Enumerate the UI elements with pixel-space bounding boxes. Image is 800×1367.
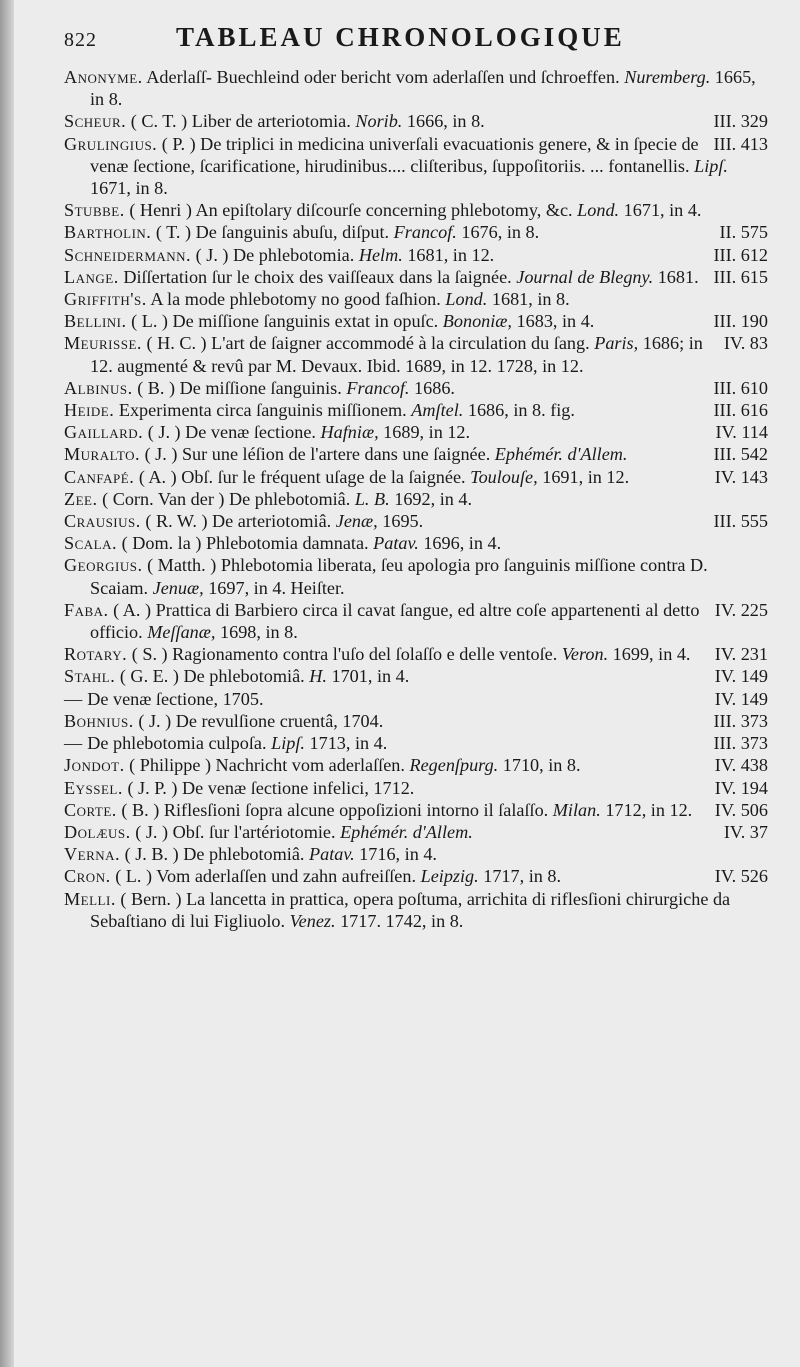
entry-title: ( Matth. ) Phlebotomia liberata, ſeu apologia pro ſanguinis miſſione contra D. Scaiam.	[90, 555, 708, 598]
entry-place: Toulouſe,	[470, 466, 538, 487]
volume-reference: III. 329	[713, 111, 768, 132]
entry-imprint: 1681.	[657, 266, 699, 287]
entry-author: Cron.	[64, 866, 111, 887]
entry-place: Amſtel.	[411, 400, 464, 421]
entry-imprint: 1710, in 8.	[502, 755, 581, 776]
volume-reference: III. 373	[713, 733, 768, 754]
entry-imprint: 1692, in 4.	[394, 488, 473, 509]
entry-title: ( S. ) Ragionamento contra l'uſo del ſolaſſo e delle ventoſe.	[131, 644, 558, 665]
volume-reference: IV. 83	[723, 333, 768, 354]
bibliography-entry	[64, 133, 768, 200]
entry-author: Grulingius.	[64, 133, 158, 154]
bibliography-list	[64, 66, 768, 932]
entry-imprint: 1671, in 4.	[623, 200, 702, 221]
bibliography-entry	[64, 443, 768, 465]
entry-title: ( G. E. ) De phlebotomiâ.	[119, 666, 305, 687]
bibliography-entry	[64, 377, 768, 399]
entry-imprint: 1686.	[414, 377, 455, 398]
bibliography-entry	[64, 643, 768, 665]
entry-author: Faba.	[64, 599, 109, 620]
bibliography-entry	[64, 777, 768, 799]
entry-author: Stahl.	[64, 666, 116, 687]
entry-imprint: 1701, in 4.	[331, 666, 410, 687]
entry-imprint: 1713, in 4.	[309, 733, 388, 754]
bibliography-entry	[64, 66, 768, 110]
entry-imprint: 1717, in 8.	[483, 866, 562, 887]
volume-reference: III. 610	[713, 377, 768, 398]
entry-title: Diſſertation ſur le choix des vaiſſeaux dans la ſaignée.	[123, 266, 512, 287]
entry-imprint: 1696, in 4.	[423, 533, 502, 554]
entry-place: L. B.	[354, 488, 390, 509]
entry-title: De phlebotomia culpoſa.	[87, 733, 267, 754]
entry-place: Lipſ.	[271, 733, 305, 754]
volume-reference: IV. 231	[714, 644, 768, 665]
bibliography-entry	[64, 888, 768, 932]
volume-reference: IV. 149	[714, 666, 768, 687]
entry-title: ( B. ) De miſſione ſanguinis.	[137, 377, 342, 398]
entry-author: Stubbe.	[64, 200, 125, 221]
entry-author: Crausius.	[64, 511, 141, 532]
entry-imprint: 1698, in 8.	[220, 622, 298, 643]
entry-place: Regenſpurg.	[409, 755, 499, 776]
entry-author: Dolæus.	[64, 821, 131, 842]
entry-title: ( J. P. ) De venæ ſectione infelici, 1712.	[127, 777, 415, 798]
volume-reference: IV. 526	[714, 866, 768, 887]
bibliography-entry	[64, 821, 768, 843]
entry-place: Bononiæ,	[442, 311, 512, 332]
entry-title: ( P. ) De triplici in medicina univerſali evacuationis genere, & in ſpecie de venæ ſectione, ſcarificatione, hirudinibus.... cliſteribus, ſuppoſitoriis. ... fontanellis.	[90, 133, 699, 176]
entry-place: Ephémér. d'Allem.	[340, 821, 473, 842]
entry-place: Lond.	[577, 200, 620, 221]
volume-reference: III. 542	[713, 444, 768, 465]
bibliography-entry	[64, 799, 768, 821]
entry-imprint: 1671, in 8.	[90, 178, 168, 199]
volume-reference: III. 555	[713, 511, 768, 532]
entry-place: Journal de Blegny.	[516, 266, 654, 287]
entry-imprint: 1691, in 12.	[542, 466, 630, 487]
volume-reference: IV. 37	[723, 821, 768, 842]
entry-imprint: 1665, in 8.	[90, 67, 756, 110]
entry-title: ( J. ) De phlebotomia.	[195, 244, 355, 265]
entry-place: Milan.	[552, 799, 601, 820]
entry-title: ( J. ) Sur une léſion de l'artere dans une ſaignée.	[144, 444, 491, 465]
entry-author: Scala.	[64, 533, 118, 554]
entry-title: ( R. W. ) De arteriotomiâ.	[145, 511, 332, 532]
bibliography-entry	[64, 332, 768, 376]
bibliography-entry	[64, 310, 768, 332]
volume-reference: III. 373	[713, 710, 768, 731]
entry-place: Norib.	[355, 111, 403, 132]
bibliography-entry	[64, 466, 768, 488]
volume-reference: IV. 506	[714, 799, 768, 820]
bibliography-entry	[64, 266, 768, 288]
entry-author: Lange.	[64, 266, 119, 287]
entry-imprint: 1676, in 8.	[461, 222, 540, 243]
entry-author: Bartholin.	[64, 222, 152, 243]
entry-author: Canfapé.	[64, 466, 135, 487]
entry-title: ( B. ) Riflesſioni ſopra alcune oppoſizioni intorno il ſalaſſo.	[121, 799, 549, 820]
volume-reference: IV. 149	[714, 688, 768, 709]
entry-title: ( C. T. ) Liber de arteriotomia.	[130, 111, 351, 132]
entry-place: Ephémér. d'Allem.	[494, 444, 628, 465]
bibliography-entry	[64, 399, 768, 421]
bibliography-entry	[64, 532, 768, 554]
entry-imprint: 1716, in 4.	[359, 844, 437, 865]
entry-author: —	[64, 688, 83, 709]
bibliography-entry	[64, 288, 768, 310]
entry-title: ( L. ) Vom aderlaſſen und zahn aufreiſſen.	[115, 866, 417, 887]
bibliography-entry	[64, 732, 768, 754]
entry-title: ( Henri ) An epiſtolary diſcourſe concerning phlebotomy, &c.	[129, 200, 573, 221]
entry-author: Corte.	[64, 799, 117, 820]
entry-title: ( H. C. ) L'art de ſaigner accommodé à la circulation du ſang.	[146, 333, 590, 354]
entry-place: Meſſanæ,	[147, 622, 216, 643]
entry-author: Georgius.	[64, 555, 143, 576]
entry-title: ( J. B. ) De phlebotomiâ.	[124, 844, 305, 865]
volume-reference: II. 575	[719, 222, 768, 243]
entry-author: Verna.	[64, 844, 121, 865]
bibliography-entry	[64, 421, 768, 443]
running-title: TABLEAU CHRONOLOGIQUE	[176, 22, 625, 52]
entry-author: Bellini.	[64, 311, 127, 332]
entry-title: Experimenta circa ſanguinis miſſionem.	[118, 400, 407, 421]
entry-author: Albinus.	[64, 377, 133, 398]
entry-author: Rotary.	[64, 644, 128, 665]
entry-place: Veron.	[561, 644, 609, 665]
entry-place: Jenuæ,	[152, 577, 204, 598]
entry-author: Schneidermann.	[64, 244, 192, 265]
volume-reference: III. 616	[713, 400, 768, 421]
entry-place: H.	[309, 666, 327, 687]
entry-title: ( J. ) De revulſione cruentâ, 1704.	[138, 710, 384, 731]
entry-imprint: 1683, in 4.	[516, 311, 595, 332]
volume-reference: III. 413	[713, 133, 768, 154]
volume-reference: IV. 194	[714, 777, 768, 798]
entry-imprint: 1666, in 8.	[406, 111, 485, 132]
entry-author: Melli.	[64, 888, 116, 909]
entry-imprint: 1712, in 12.	[605, 799, 693, 820]
entry-title: ( Philippe ) Nachricht vom aderlaſſen.	[129, 755, 405, 776]
entry-place: Francof.	[346, 377, 410, 398]
entry-title: ( A. ) Obſ. ſur le fréquent uſage de la ſaignée.	[138, 466, 466, 487]
bibliography-entry	[64, 199, 768, 221]
bibliography-entry	[64, 554, 768, 598]
entry-author: Muralto.	[64, 444, 141, 465]
entry-title: A la mode phlebotomy no good faſhion.	[150, 289, 441, 310]
entry-place: Venez.	[289, 910, 336, 931]
entry-title: ( J. ) Obſ. ſur l'artériotomie.	[135, 821, 336, 842]
entry-author: Jondot.	[64, 755, 125, 776]
bibliography-entry	[64, 843, 768, 865]
entry-author: Heide.	[64, 400, 115, 421]
entry-title: ( Bern. ) La lancetta in prattica, opera poſtuma, arrichita di riflesſioni chirurgiche da Sebaſtiano di lui Figliuolo.	[90, 888, 731, 931]
entry-author: Griffith's.	[64, 289, 147, 310]
bibliography-entry	[64, 510, 768, 532]
entry-author: Zee.	[64, 488, 98, 509]
entry-title: Aderlaſſ- Buechleind oder bericht vom aderlaſſen und ſchroeffen.	[146, 67, 620, 87]
bibliography-entry	[64, 221, 768, 243]
entry-place: Lond.	[445, 289, 488, 310]
bibliography-entry	[64, 488, 768, 510]
bibliography-entry	[64, 665, 768, 687]
entry-imprint: 1681, in 12.	[407, 244, 495, 265]
entry-place: Patav.	[309, 844, 355, 865]
entry-imprint: 1699, in 4.	[612, 644, 691, 665]
entry-imprint: 1695.	[382, 511, 424, 532]
volume-reference: III. 615	[713, 266, 768, 287]
volume-reference: III. 612	[713, 244, 768, 265]
entry-place: Nuremberg.	[624, 67, 711, 87]
entry-imprint: 1686; in 12. augmenté & revû par M. Devaux. Ibid. 1689, in 12. 1728, in 12.	[90, 333, 703, 376]
entry-title: ( L. ) De miſſione ſanguinis extat in opuſc.	[131, 311, 439, 332]
entry-imprint: 1717. 1742, in 8.	[340, 910, 464, 931]
bibliography-entry	[64, 110, 768, 132]
entry-title: ( Dom. la ) Phlebotomia damnata.	[121, 533, 369, 554]
entry-author: Eyssel.	[64, 777, 123, 798]
entry-author: Bohnius.	[64, 710, 134, 731]
entry-imprint: 1681, in 8.	[491, 289, 570, 310]
entry-place: Leipzig.	[420, 866, 479, 887]
volume-reference: III. 190	[713, 311, 768, 332]
entry-author: Anonyme.	[64, 67, 143, 87]
page-number: 822	[64, 29, 97, 51]
entry-title: ( T. ) De ſanguinis abuſu, diſput.	[155, 222, 390, 243]
entry-title: ( Corn. Van der ) De phlebotomiâ.	[102, 488, 351, 509]
entry-imprint: 1686, in 8. fig.	[467, 400, 575, 421]
entry-place: Jenæ,	[335, 511, 378, 532]
entry-place: Patav.	[373, 533, 419, 554]
entry-place: Francof.	[393, 222, 457, 243]
entry-author: —	[64, 733, 83, 754]
bibliography-entry	[64, 754, 768, 776]
bibliography-entry	[64, 865, 768, 887]
entry-title: ( J. ) De venæ ſectione.	[147, 422, 316, 443]
entry-imprint: 1689, in 12.	[383, 422, 471, 443]
bibliography-entry	[64, 688, 768, 710]
bibliography-entry	[64, 710, 768, 732]
entry-author: Scheur.	[64, 111, 127, 132]
volume-reference: IV. 438	[714, 755, 768, 776]
entry-place: Helm.	[358, 244, 403, 265]
entry-imprint: 1697, in 4. Heiſter.	[208, 577, 345, 598]
volume-reference: IV. 225	[714, 599, 768, 620]
entry-place: Paris,	[594, 333, 639, 354]
volume-reference: IV. 143	[714, 466, 768, 487]
entry-author: Gaillard.	[64, 422, 144, 443]
entry-title: ( A. ) Prattica di Barbiero circa il cavat ſangue, ed altre coſe appartenenti al detto officio.	[90, 599, 700, 643]
volume-reference: IV. 114	[715, 422, 768, 443]
entry-place: Hafniæ,	[320, 422, 379, 443]
bibliography-entry	[64, 244, 768, 266]
page-header	[64, 22, 768, 62]
bibliography-entry	[64, 599, 768, 643]
entry-place: Lipſ.	[694, 155, 728, 176]
entry-title: De venæ ſectione, 1705.	[87, 688, 264, 709]
entry-author: Meurisse.	[64, 333, 142, 354]
